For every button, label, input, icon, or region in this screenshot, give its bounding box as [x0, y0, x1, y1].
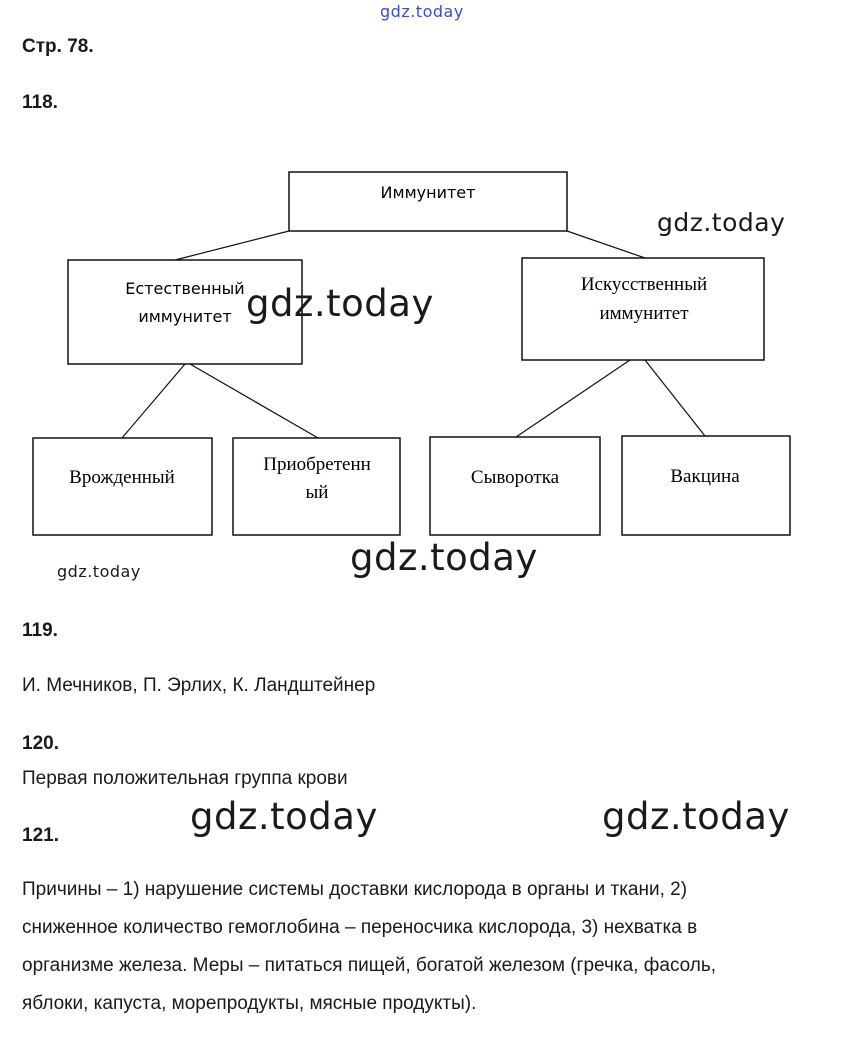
answer-line-4: яблоки, капуста, морепродукты, мясные продукты).: [22, 993, 477, 1014]
page-reference: Стр. 78.: [22, 36, 94, 57]
label-natural-line2: иммунитет: [138, 307, 232, 326]
label-root: Иммунитет: [380, 183, 476, 202]
label-artificial-line1: Искусственный: [580, 274, 708, 295]
question-120-answer: Первая положительная группа крови: [22, 768, 348, 789]
label-vaccine: Вакцина: [670, 466, 740, 487]
question-119-answer: И. Мечников, П. Эрлих, К. Ландштейнер: [22, 675, 376, 696]
label-natural-line1: Естественный: [125, 279, 245, 298]
label-innate: Врожденный: [69, 467, 175, 488]
question-121-answer: [22, 871, 837, 1023]
question-119-number: 119.: [22, 620, 58, 641]
link-right-leaf3: [516, 360, 630, 437]
answer-line-3: организме железа. Меры – питаться пищей, богатой железом (гречка, фасоль,: [22, 955, 717, 976]
link-left-leaf2: [190, 364, 318, 438]
label-artificial-line2: иммунитет: [599, 303, 689, 324]
question-121-number: 121.: [22, 825, 59, 846]
watermark-top: gdz.today: [380, 2, 464, 21]
link-root-left: [175, 231, 289, 260]
link-right-leaf4: [645, 360, 705, 436]
question-118-number: 118.: [22, 92, 58, 113]
label-serum: Сыворотка: [470, 467, 560, 488]
label-acquired-line1: Приобретенн: [263, 454, 371, 475]
watermark-diagram-bottom: gdz.today: [350, 536, 538, 579]
answer-line-2: сниженное количество гемоглобина – переносчика кислорода, 3) нехватка в: [22, 917, 698, 938]
watermark-diagram-small: gdz.today: [57, 562, 141, 581]
link-left-leaf1: [122, 364, 185, 438]
watermark-mid-left: gdz.today: [190, 795, 378, 838]
watermark-diagram-center: gdz.today: [246, 282, 434, 325]
answer-line-1: Причины – 1) нарушение системы доставки кислорода в органы и ткани, 2): [22, 879, 688, 900]
watermark-diagram-right: gdz.today: [657, 208, 786, 237]
question-120-number: 120.: [22, 733, 59, 754]
watermark-mid-right: gdz.today: [602, 795, 790, 838]
link-root-right: [567, 231, 645, 258]
label-acquired-line2: ый: [305, 482, 329, 503]
